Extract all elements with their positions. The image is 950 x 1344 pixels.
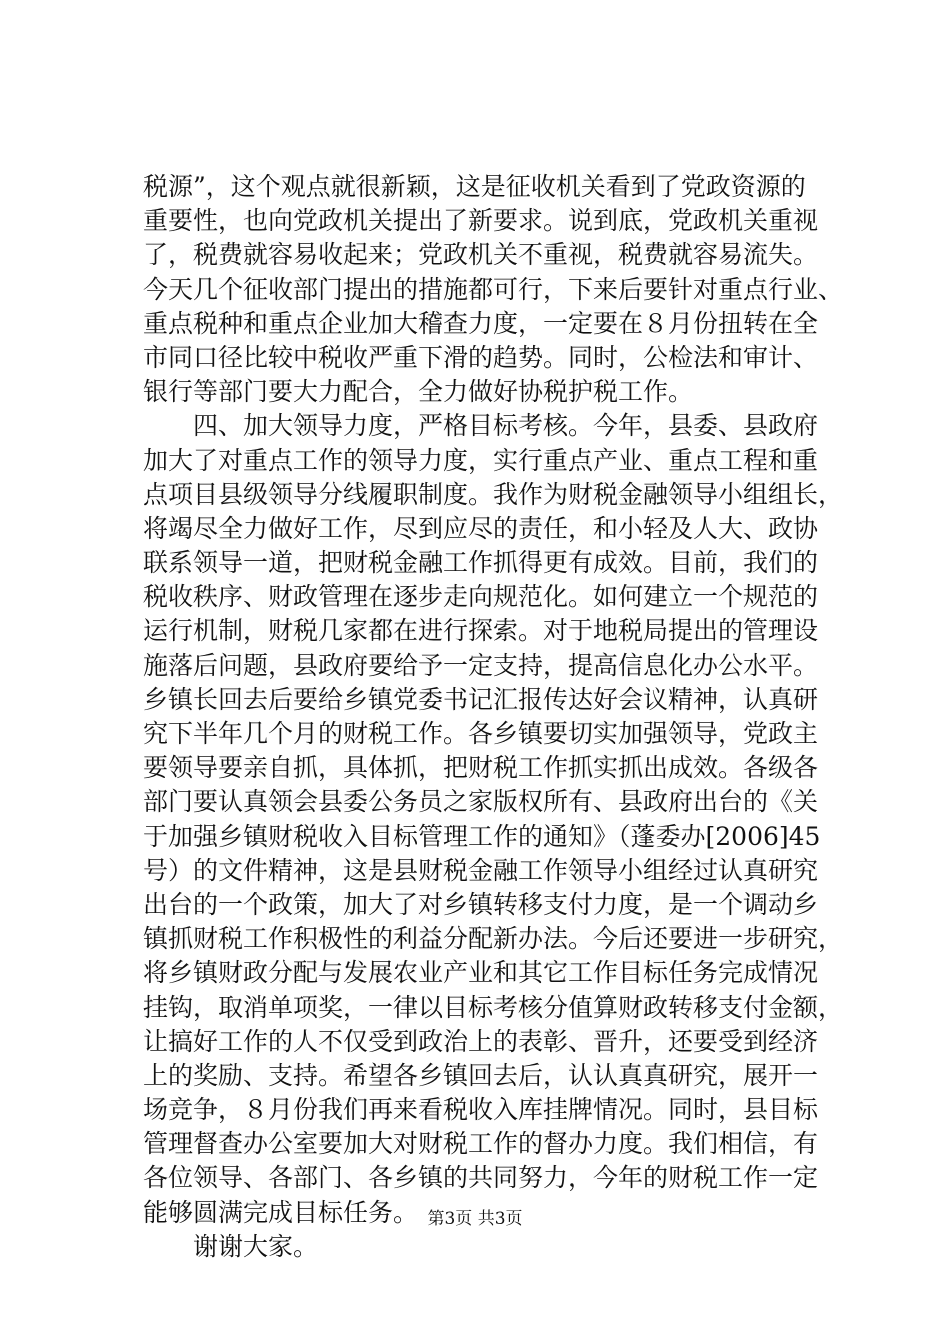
page-footer: 第3页 共3页 — [427, 1209, 523, 1229]
text-line: 出台的一个政策，加大了对乡镇转移支付力度，是一个调动乡 — [143, 889, 819, 919]
text-line: 乡镇长回去后要给乡镇党委书记汇报传达好会议精神，认真研 — [143, 684, 819, 714]
text-line: 管理督查办公室要加大对财税工作的督办力度。我们相信，有 — [143, 1129, 819, 1159]
text-line: 让搞好工作的人不仅受到政治上的表彰、晋升，还要受到经济 — [143, 1026, 819, 1056]
text-line: 要领导要亲自抓，具体抓，把财税工作抓实抓出成效。各级各 — [143, 753, 819, 783]
text-line: 部门要认真领会县委公务员之家版权所有、县政府出台的《关 — [143, 787, 819, 817]
text-line: 于加强乡镇财税收入目标管理工作的通知》（蓬委办[2006]45 — [143, 821, 821, 851]
text-line: 将竭尽全力做好工作，尽到应尽的责任，和小轻及人大、政协 — [143, 513, 819, 543]
text-line: 能够圆满完成目标任务。 — [143, 1197, 419, 1227]
text-line: 运行机制，财税几家都在进行探索。对于地税局提出的管理设 — [143, 616, 819, 646]
text-line: 究下半年几个月的财税工作。各乡镇要切实加强领导，党政主 — [143, 719, 819, 748]
text-line: 号）的文件精神，这是县财税金融工作领导小组经过认真研究 — [143, 855, 819, 885]
text-line: 税收秩序、财政管理在逐步走向规范化。如何建立一个规范的 — [143, 582, 819, 612]
text-line: 联系领导一道，把财税金融工作抓得更有成效。目前，我们的 — [143, 548, 819, 578]
text-line: 市同口径比较中税收严重下滑的趋势。同时，公检法和审计、 — [143, 342, 819, 372]
text-line: 重点税种和重点企业加大稽查力度，一定要在８月份扭转在全 — [143, 308, 819, 338]
text-line: 四、加大领导力度，严格目标考核。今年，县委、县政府 — [143, 411, 819, 441]
text-line: 了，税费就容易收起来；党政机关不重视，税费就容易流失。 — [143, 240, 819, 270]
body-text — [143, 170, 843, 1264]
text-line: 税源”，这个观点就很新颖，这是征收机关看到了党政资源的 — [143, 172, 806, 201]
text-line: 挂钩，取消单项奖，一律以目标考核分值算财政转移支付金额， — [143, 992, 844, 1022]
text-line: 施落后问题，县政府要给予一定支持，提高信息化办公水平。 — [143, 650, 819, 680]
text-line: 谢谢大家。 — [143, 1231, 319, 1261]
text-line: 将乡镇财政分配与发展农业产业和其它工作目标任务完成情况 — [143, 958, 819, 988]
text-line: 镇抓财税工作积极性的利益分配新办法。今后还要进一步研究， — [143, 924, 844, 954]
text-line: 加大了对重点工作的领导力度，实行重点产业、重点工程和重 — [143, 445, 819, 475]
text-line: 今天几个征收部门提出的措施都可行，下来后要针对重点行业、 — [143, 274, 844, 304]
text-line: 点项目县级领导分线履职制度。我作为财税金融领导小组组长， — [143, 479, 844, 509]
text-line: 上的奖励、支持。希望各乡镇回去后，认认真真研究，展开一 — [143, 1060, 819, 1090]
text-line: 银行等部门要大力配合，全力做好协税护税工作。 — [143, 377, 694, 407]
text-line: 场竞争，８月份我们再来看税收入库挂牌情况。同时，县目标 — [143, 1095, 819, 1125]
text-line: 各位领导、各部门、各乡镇的共同努力，今年的财税工作一定 — [143, 1163, 819, 1193]
text-line: 重要性，也向党政机关提出了新要求。说到底，党政机关重视 — [143, 206, 819, 236]
